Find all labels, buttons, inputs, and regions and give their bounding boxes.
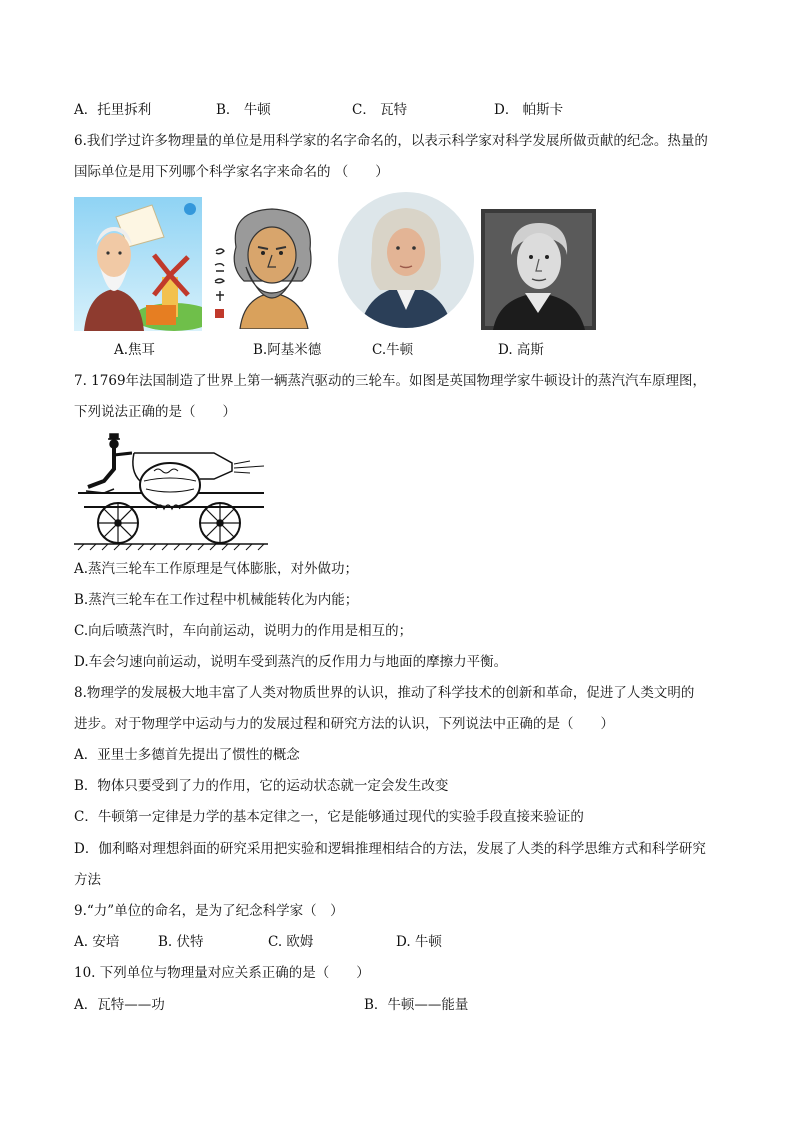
q8-option-c: C．牛顿第一定律是力学的基本定律之一，它是能够通过现代的实验手段直接来验证的 <box>74 809 584 825</box>
q9-stem: 9.“力”单位的命名，是为了纪念科学家（ ） <box>74 903 344 919</box>
q10-stem: 10. 下列单位与物理量对应关系正确的是（ ） <box>74 965 370 981</box>
q7-stem-line1: 7. 1769年法国制造了世界上第一辆蒸汽驱动的三轮车。如图是英国物理学家牛顿设计的蒸汽汽车原理图， <box>74 373 707 389</box>
q6-option-b: B.阿基米德 <box>253 342 322 358</box>
q7-option-c: C.向后喷蒸汽时，车向前运动，说明力的作用是相互的； <box>74 623 413 639</box>
archimedes-portrait-image <box>210 201 332 329</box>
q6-option-c: C.牛顿 <box>372 342 414 358</box>
q9-option-a: A. 安培 <box>74 934 120 950</box>
newton-portrait-image <box>338 192 474 328</box>
q5-option-c: C． 瓦特 <box>352 102 408 118</box>
q7-option-a: A.蒸汽三轮车工作原理是气体膨胀，对外做功； <box>74 561 359 577</box>
q6-option-d: D. 高斯 <box>498 342 544 358</box>
q8-option-a: A．亚里士多德首先提出了惯性的概念 <box>74 747 300 763</box>
q8-stem-line2: 进步。对于物理学中运动与力的发展过程和研究方法的认识，下列说法中正确的是（ ） <box>74 716 614 732</box>
gauss-portrait-image <box>481 209 596 330</box>
q5-option-b: B． 牛顿 <box>216 102 271 118</box>
q8-option-d-continued: 方法 <box>74 872 101 888</box>
q7-option-d: D.车会匀速向前运动，说明车受到蒸汽的反作用力与地面的摩擦力平衡。 <box>74 654 508 670</box>
q6-stem-line1: 6.我们学过许多物理量的单位是用科学家的名字命名的，以表示科学家对科学发展所做贡献的纪念。热量的 <box>74 133 708 149</box>
q8-stem-line1: 8.物理学的发展极大地丰富了人类对物质世界的认识，推动了科学技术的创新和革命，促进了人类文明的 <box>74 685 695 701</box>
q5-option-a: A．托里拆利 <box>74 102 152 118</box>
q6-option-a: A.焦耳 <box>114 342 156 358</box>
q6-stem-line2: 国际单位是用下列哪个科学家名字来命名的 （ ） <box>74 164 389 180</box>
q8-option-d: D．伽利略对理想斜面的研究采用把实验和逻辑推理相结合的方法，发展了人类的科学思维方式和科学研究 <box>74 841 706 857</box>
q9-option-b: B. 伏特 <box>158 934 204 950</box>
q7-option-b: B.蒸汽三轮车在工作过程中机械能转化为内能； <box>74 592 359 608</box>
q9-option-c: C. 欧姆 <box>268 934 314 950</box>
q10-option-b: B．牛顿——能量 <box>364 997 469 1013</box>
joule-portrait-image <box>74 197 202 331</box>
steam-car-diagram <box>74 431 268 551</box>
q5-option-d: D． 帕斯卡 <box>494 102 564 118</box>
q7-stem-line2: 下列说法正确的是（ ） <box>74 404 236 420</box>
q8-option-b: B．物体只要受到了力的作用，它的运动状态就一定会发生改变 <box>74 778 449 794</box>
q9-option-d: D. 牛顿 <box>396 934 442 950</box>
q10-option-a: A．瓦特——功 <box>74 997 165 1013</box>
